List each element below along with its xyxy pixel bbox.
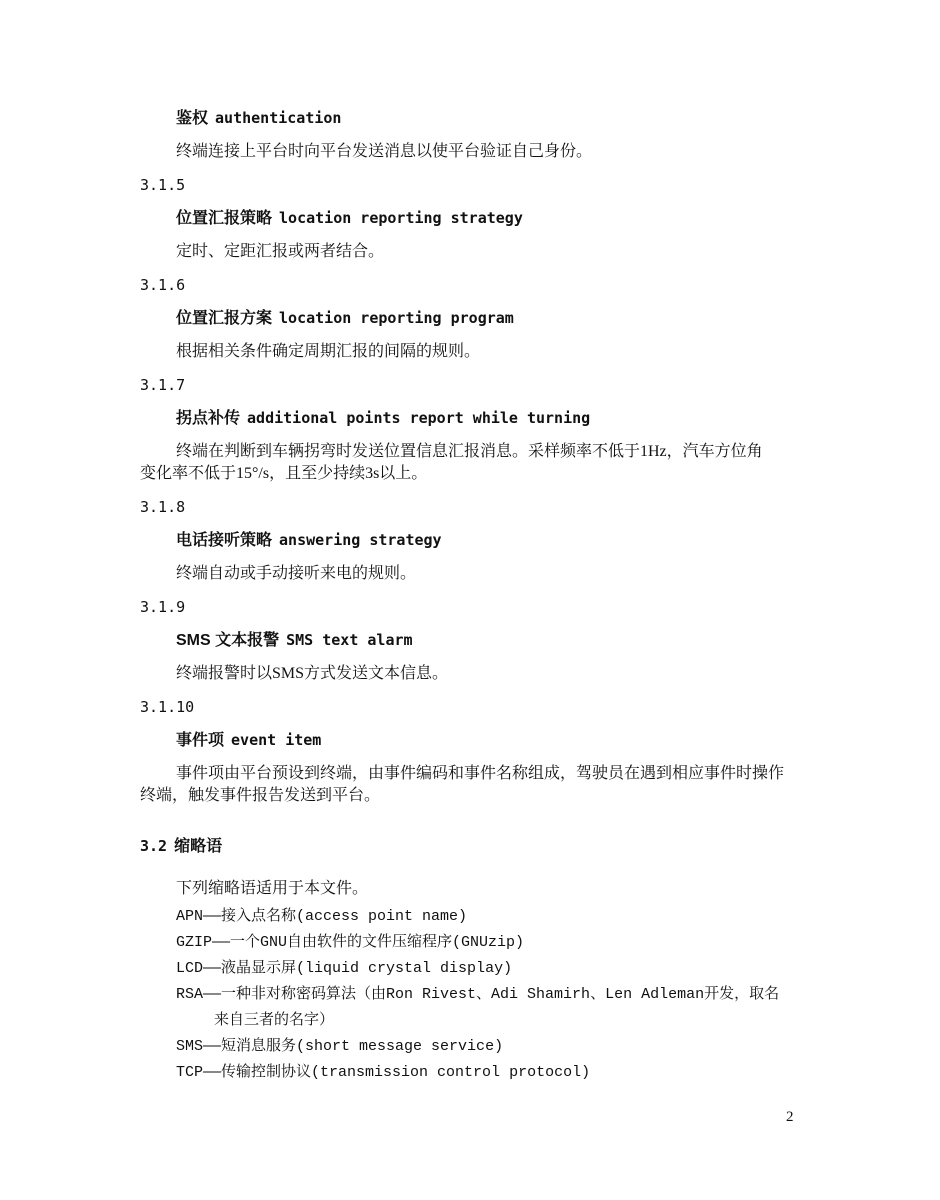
abbreviation: LCD	[176, 960, 204, 977]
definition-line: 终端，触发事件报告发送到平台。	[140, 787, 381, 804]
term-cn: 电话接听策略	[176, 532, 273, 549]
abbreviation: TCP	[176, 1064, 204, 1081]
definition-line: 终端在判断到车辆拐弯时发送位置信息汇报消息。采样频率不低于1Hz，汽车方位角	[176, 443, 763, 460]
term-en: additional points report while turning	[247, 409, 591, 427]
section-number-3-1-8: 3.1.8	[140, 498, 186, 516]
term-cn: SMS 文本报警	[176, 632, 280, 649]
page-number: 2	[786, 1109, 794, 1125]
abbreviation-definition: 传输控制协议(transmission control protocol)	[221, 1064, 591, 1081]
definition-location-reporting-program	[140, 341, 804, 363]
section-number-3-1-9: 3.1.9	[140, 598, 186, 616]
term-heading-location-reporting-program	[176, 307, 804, 330]
page-content	[140, 96, 804, 1086]
abbreviation-definition-continuation: 来自三者的名字）	[214, 1012, 335, 1029]
definition-line: 终端报警时以SMS方式发送文本信息。	[176, 665, 449, 682]
definition-line: 定时、定距汇报或两者结合。	[176, 243, 385, 260]
definition-answering-strategy	[140, 563, 804, 585]
abbreviation-list	[176, 904, 804, 1086]
abbreviation-definition: 接入点名称(access point name)	[221, 908, 468, 925]
section-title: 缩略语	[174, 838, 223, 855]
dash: ——	[212, 934, 231, 951]
abbreviation: SMS	[176, 1038, 204, 1055]
term-cn: 事件项	[176, 732, 225, 749]
term-heading-additional-points-report	[176, 407, 804, 430]
term-heading-answering-strategy	[176, 529, 804, 552]
term-heading-event-item	[176, 729, 804, 752]
term-cn: 拐点补传	[176, 410, 241, 427]
definition-line: 变化率不低于15°/s，且至少持续3s以上。	[140, 465, 428, 482]
term-en: event item	[231, 731, 322, 749]
abbreviation: APN	[176, 908, 204, 925]
abbreviation: RSA	[176, 986, 204, 1003]
section-number-3-1-7: 3.1.7	[140, 376, 186, 394]
abbreviation: GZIP	[176, 934, 213, 951]
dash: ——	[203, 960, 222, 977]
definition-line: 终端连接上平台时向平台发送消息以使平台验证自己身份。	[176, 143, 593, 160]
term-cn: 位置汇报方案	[176, 310, 273, 327]
abbreviation-item-tcp	[176, 1060, 804, 1086]
section-number-3-1-6: 3.1.6	[140, 276, 186, 294]
term-heading-authentication	[176, 107, 804, 130]
term-en: location reporting strategy	[279, 209, 523, 227]
abbreviation-item-sms	[176, 1034, 804, 1060]
abbreviation-item-gzip	[176, 930, 804, 956]
section-number-3-2: 3.2	[140, 837, 168, 855]
dash: ——	[203, 1064, 222, 1081]
abbreviation-item-apn	[176, 904, 804, 930]
definition-line: 根据相关条件确定周期汇报的间隔的规则。	[176, 343, 481, 360]
term-en: SMS text alarm	[286, 631, 413, 649]
abbreviation-definition: 液晶显示屏(liquid crystal display)	[221, 960, 513, 977]
section-heading-abbreviations	[140, 835, 804, 858]
dash: ——	[203, 908, 222, 925]
term-heading-sms-text-alarm	[176, 629, 804, 652]
definition-sms-text-alarm	[140, 663, 804, 685]
abbreviations-intro: 下列缩略语适用于本文件。	[176, 880, 369, 897]
abbreviation-definition: 一种非对称密码算法（由Ron Rivest、Adi Shamirh、Len Adleman开发，取名	[221, 986, 780, 1003]
term-cn: 位置汇报策略	[176, 210, 273, 227]
dash: ——	[203, 986, 222, 1003]
definition-line: 终端自动或手动接听来电的规则。	[176, 565, 417, 582]
abbreviation-definition: 一个GNU自由软件的文件压缩程序(GNUzip)	[230, 934, 525, 951]
definition-additional-points-report	[140, 441, 804, 485]
term-heading-location-reporting-strategy	[176, 207, 804, 230]
definition-location-reporting-strategy	[140, 241, 804, 263]
term-en: location reporting program	[279, 309, 514, 327]
term-cn: 鉴权	[176, 110, 209, 127]
term-en: answering strategy	[279, 531, 442, 549]
section-number-3-1-10: 3.1.10	[140, 698, 195, 716]
abbreviation-item-lcd	[176, 956, 804, 982]
abbreviation-definition: 短消息服务(short message service)	[221, 1038, 504, 1055]
definition-line: 事件项由平台预设到终端，由事件编码和事件名称组成，驾驶员在遇到相应事件时操作	[176, 765, 785, 782]
definition-event-item	[140, 763, 804, 807]
term-en: authentication	[215, 109, 342, 127]
definition-authentication	[140, 141, 804, 163]
dash: ——	[203, 1038, 222, 1055]
abbreviation-item-rsa	[176, 982, 804, 1034]
section-number-3-1-5: 3.1.5	[140, 176, 186, 194]
